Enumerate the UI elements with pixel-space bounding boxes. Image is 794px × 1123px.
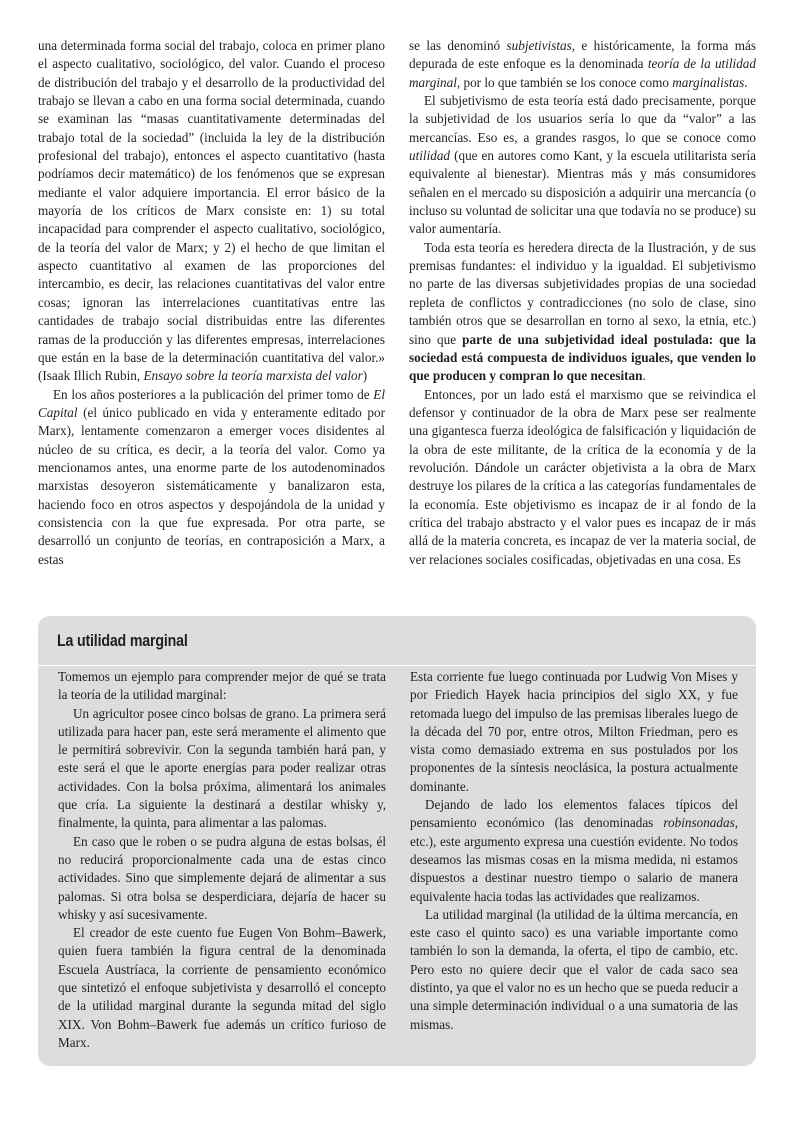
paragraph-text: Toda esta teoría es heredera directa de la Ilustración, y de sus premisas fundantes: el individuo y la igualdad. El subjetivismo no parte de las diversas subjetividades propias de una sociedad repleta de conflictos y contradicciones (no solo de clase, sino también otros que se desarrollan en torno al sexo, la etnia, etc.) sino que: [409, 239, 756, 347]
box-title: La utilidad marginal: [57, 632, 188, 650]
sidebar-box-utilidad-marginal: [38, 616, 756, 1066]
paragraph-text: .: [744, 74, 748, 90]
paragraph-text: se las denominó: [409, 38, 507, 53]
paragraph-text: , e históricamente, la forma más depurada de este enfoque es la denominada: [409, 38, 756, 72]
paragraph: Entonces, por un lado está el marxismo que se reivindica el defensor y continuador de la obra de Marx pese ser realmente una gigantesca fuerza ideológica de falsificación y liquidación de la obra de este militante, de la crítica de la economía y de la revolución. Dándole un carácter objetivista a la obra de Marx destruye los pilares de la crítica a las categorías fundamentales de la economía. Este objetivismo es incapaz de ir al fondo de la crítica del trabajo abstracto y el valor pues es incapaz de ir más allá de la materia concreta, es incapaz de ver la materia social, de ver relaciones sociales cosificadas, objetivadas en una cosa. Es: [409, 386, 756, 567]
paragraph-text: El subjetivismo de esta teoría está dado precisamente, porque la subjetividad de los usuarios sería lo que da “valor” a las mercancías. Eso es, a grandes rasgos, lo que se conoce como: [409, 93, 756, 145]
paragraph-text: , etc.), este argumento expresa una cuestión evidente. No todos deseamos las mismas cosas en la misma medida, ni estamos dispuestos a destinar nuestro tiempo o salario de manera equivalente hacia todas las actividades que realizamos.: [410, 815, 738, 904]
box-divider: [38, 665, 756, 666]
box-left-column: [58, 668, 386, 1052]
paragraph-text: ): [362, 368, 368, 384]
paragraph: Un agricultor posee cinco bolsas de grano. La primera será utilizada para hacer pan, este será meramente el alimento que le permitirá sobrevivir. Con la segunda también hará pan, y este será el que le aporte energías para poder realizar otras actividades. Con la bolsa próxima, alimentará los animales que cría. La siguiente la destinará a destilar whisky y, finalmente, la quinta, para alimentar a las palomas.: [58, 705, 386, 831]
paragraph: [409, 239, 756, 386]
paragraph: [409, 92, 756, 239]
book-title: El Capital: [38, 386, 385, 420]
paragraph-text: .: [642, 368, 646, 384]
emphasis-term: teoría de la utilidad marginal: [409, 56, 756, 90]
emphasis-term: utilidad: [409, 148, 451, 164]
bold-statement: parte de una subjetividad ideal postulada: que la sociedad está compuesta de individuos iguales, que venden lo que producen y compran lo que necesitan: [409, 331, 756, 384]
emphasis-term: marginalistas: [672, 74, 745, 90]
paragraph: Tomemos un ejemplo para comprender mejor de qué se trata la teoría de la utilidad marginal:: [58, 669, 386, 703]
paragraph: Esta corriente fue luego continuada por Ludwig Von Mises y por Friedich Hayek hacia principios del siglo XX, y fue retomada luego del impulso de las premisas liberales luego de la década del 70 por, entre otros, Milton Friedman, pero es vista como demasiado extrema en sus postulados por los proponentes de la síntesis neoclásica, la postura actualmente dominante.: [410, 669, 738, 794]
emphasis-term: robinsonadas: [663, 815, 735, 831]
paragraph: [409, 37, 756, 92]
paragraph-text: En los años posteriores a la publicación del primer tomo de: [53, 386, 374, 402]
box-right-column: [410, 668, 738, 1034]
paragraph: [38, 386, 385, 569]
paragraph-text: , por lo que también se los conoce como: [456, 74, 673, 90]
left-text-column: [38, 37, 385, 569]
paragraph: [38, 37, 385, 386]
paragraph-text: Dejando de lado los elementos falaces típicos del pensamiento económico (las denominadas: [410, 797, 738, 831]
citation-title: Ensayo sobre la teoría marxista del valor: [143, 368, 363, 384]
emphasis-term: subjetivistas: [506, 38, 572, 53]
paragraph-text: (el único publicado en vida y enteramente editado por Marx), lentamente comenzaron a emerger voces disidentes al núcleo de su crítica, es decir, a la teoría del valor. Como ya mencionamos antes, una enorme parte de los autodenominados marxistas desoyeron sistemáticamente y banalizaron esta, haciendo foco en otros aspectos y despojándola de la unidad y consistencia con la que fue expresada. Por otra parte, se desarrolló un conjunto de teorías, en contraposición a Marx, a estas: [38, 404, 385, 567]
paragraph-text: una determinada forma social del trabajo, coloca en primer plano el aspecto cualitativo, sociológico, del valor. Cuando el proceso de distribución del trabajo y el desarrollo de la productividad del trabajo se llevan a cabo en una forma social determinada, cuando se examinan las “masas cuantitativamente determinadas del trabajo total de la sociedad” (incluida la ley de la distribución profesional del trabajo), entonces el aspecto cuantitativo (hasta podríamos decir matemático) de los fenómenos que se expresan mediante el valor adquiere importancia. El error básico de la mayoría de los críticos de Marx consiste en: 1) su total incapacidad para comprender el aspecto cualitativo, sociológico, de la teoría del valor de Marx; y 2) el hecho de que limitan el aspecto cuantitativo al examen de las proporciones del intercambio, es decir, las relaciones cuantitativas del valor entre cosas; ignoran las interrelaciones cuantitativas entre las cantidades de trabajo social distribuidas entre las diferentes ramas de la producción y las diferentes empresas, interrelaciones que están en la base de la determinación cuantitativa del valor.» (Isaak Illich Rubin,: [38, 38, 385, 384]
right-text-column: [409, 37, 756, 569]
paragraph: En caso que le roben o se pudra alguna de estas bolsas, él no reducirá proporcionalmente cada una de estas cinco actividades. Sino que simplemente dejará de alimentar a sus palomas. Si otra bolsa se desperdiciara, dejaría de hacer su whisky y así sucesivamente.: [58, 833, 386, 922]
paragraph: El creador de este cuento fue Eugen Von Bohm–Bawerk, quien fuera también la figura central de la denominada Escuela Austríaca, la corriente de pensamiento económico que sintetizó el enfoque subjetivista y desarrolló el concepto de la utilidad marginal durante la segunda mitad del siglo XIX. Von Bohm–Bawerk fue además un crítico furioso de Marx.: [58, 925, 386, 1050]
paragraph: [410, 796, 738, 906]
paragraph: La utilidad marginal (la utilidad de la última mercancía, en este caso el quinto saco) es una variable importante como también lo son la demanda, la oferta, el tipo de cambio, etc. Pero esto no quiere decir que el valor de cada saco sea distinto, ya que el valor no es un hecho que se pueda reducir a una simple determinación individual o a una sumatoria de las mismas.: [410, 906, 738, 1032]
paragraph-text: (que en autores como Kant, y la escuela utilitarista sería equivalente al bienestar). Mientras más y más consumidores señalen en el mercado su disposición a adquirir una mercancía (o incluso su voluntad de solicitar una que todavía no se produce) su valor aumentaría.: [409, 148, 756, 237]
